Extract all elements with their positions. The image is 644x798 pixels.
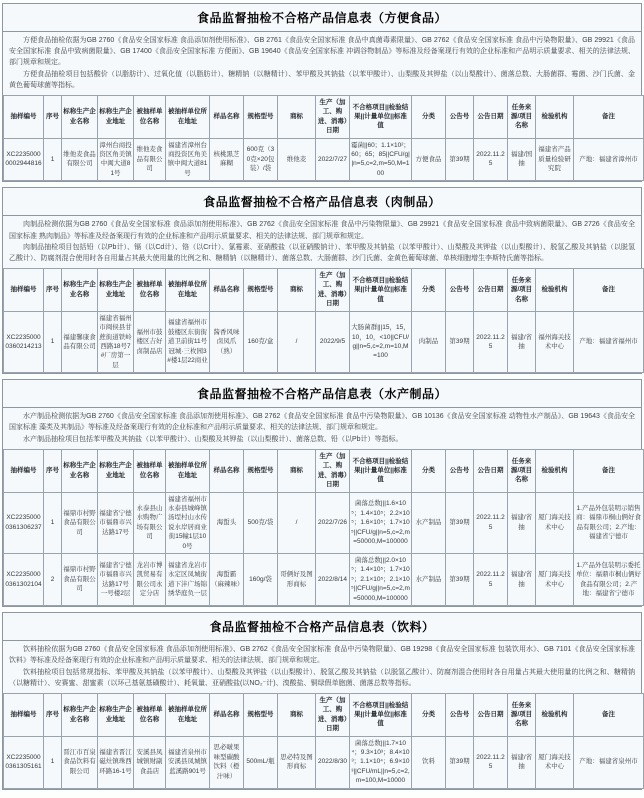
desc-paragraph-basis: 饮料抽检依据为GB 2760《食品安全国家标准 食品添加剂使用标准》、GB 2762《食品安全国家标准 食品中污染物限量》、GB 19298《食品安全国家标准 包装饮用水》、GB 7101《食品安全国家标准 饮料》等标准及经备案现行有效的企业标准和产品明示质量要求、相关的法律法规、部门规章和规定。 [9,646,635,665]
table-cell: 厦门海关技术中心 [536,492,574,554]
inspection-table-aquatic-products [3,449,644,606]
column-header: 标称生产企业地址 [98,95,134,138]
table-cell: 福建省福州市闽侯县甘蔗街道铁岭西路18号7#厂房第一层 [98,311,134,373]
table-cell: 2022/8/14 [316,554,350,606]
column-header: 任务来源/项目名称 [508,269,536,312]
table-cell: 菌落总数|||1.7×10⁴；9.3×10³；8.4×10³；1.1×10⁴；6.9×10³||CFU/mL||n=5,c=2,m=100,M=10000 [350,736,412,788]
table-cell: 思必啵果味型碳酸饮料（橙汁味） [210,736,244,788]
column-header: 备注 [574,95,644,138]
table-cell: 方便食品 [412,138,446,181]
table-cell: 维他麦 [278,138,316,181]
desc-paragraph-items: 方便食品抽检项目包括酸价（以脂肪计）、过氧化值（以脂肪计）、糖精钠（以糖精计）、苯甲酸及其钠盐（以苯甲酸计）、山梨酸及其钾盐（以山梨酸计）、菌落总数、大肠菌群、霉菌、沙门氏菌、金黄色葡萄球菌等指标。 [9,70,635,89]
table-cell: 福建省福州市永泰县城峰镇汤埕村山水传说水岸居商业街15幢1层100号 [166,492,210,554]
column-header: 抽样编号 [4,693,44,736]
column-header: 标称生产企业地址 [98,449,134,492]
section-title: 食品监督抽检不合格产品信息表（饮料） [3,613,641,641]
column-header: 序号 [44,269,62,312]
table-cell: 酱香风味卤凤爪（熟） [210,311,244,373]
table-body [4,736,644,788]
column-header: 公告日期 [474,95,508,138]
column-header: 任务来源/项目名称 [508,449,536,492]
table-cell: 福建/省抽 [508,492,536,554]
section-description [3,408,641,449]
table-body [4,492,644,606]
table-cell: XC22350000361305161 [4,736,44,788]
table-cell: 2022/7/26 [316,492,350,554]
column-header: 生产（加工、购进、消毒）日期 [316,269,350,312]
section-title: 食品监督抽检不合格产品信息表（水产制品） [3,380,641,408]
section-meat-products [2,187,642,374]
table-cell: 160g/袋 [244,554,278,606]
table-cell: 2022.11.25 [474,138,508,181]
column-header: 公告号 [446,449,474,492]
table-cell: 1.产品外包装明示委托单位：福鼎市桐山俩好食品有限公司；2.产地：福建省宁德市 [574,554,644,606]
table-cell: / [278,311,316,373]
table-cell: 第39期 [446,492,474,554]
inspection-table-beverages [3,693,644,789]
table-row [4,492,644,554]
table-cell: 600克（30克×20包装）/袋 [244,138,278,181]
table-header-row [4,449,644,492]
table-header-row [4,269,644,312]
table-cell: 饮料 [412,736,446,788]
table-cell: 产地：福建省漳州市 [574,138,644,181]
column-header: 序号 [44,693,62,736]
table-cell: 500克/袋 [244,492,278,554]
column-header: 抽样编号 [4,95,44,138]
table-cell: 1 [44,311,62,373]
table-cell: 1 [44,138,62,181]
table-cell: 福建省龙岩市永定区凤城街道下沣广场锦绣华庭负一层 [166,554,210,606]
column-header: 标称生产企业地址 [98,269,134,312]
desc-paragraph-basis: 方便食品抽检依据为GB 2760《食品安全国家标准 食品添加剂使用标准》、GB 2761《食品安全国家标准 食品中真菌毒素限量》、GB 2762《食品安全国家标准 食品中污染物限量》、GB 29921《食品安全国家标准 食品中致病菌限量》、GB 17400《食品安全国家标准 方便面》、GB 19640《食品安全国家标准 冲调谷物制品》等标准及经备案现行有效的企业标准和产品明示质量要求、相关的法律法规、部门规章和规定。 [9,37,635,67]
table-cell: 第39期 [446,311,474,373]
table-cell: 2022/9/5 [316,311,350,373]
column-header: 规格型号 [244,95,278,138]
column-header: 公告号 [446,693,474,736]
column-header: 商标 [278,449,316,492]
desc-paragraph-basis: 肉制品检测依据为GB 2760《食品安全国家标准 食品添加剂使用标准》、GB 2762《食品安全国家标准 食品中污染物限量》、GB 29921《食品安全国家标准 食品中致病菌限量》、GB 2726《食品安全国家标准 熟肉制品》等标准及经备案现行有效的企业标准和产品明示质量要求、相关的法律法规、部门规章和规定。 [9,221,635,240]
table-body [4,311,644,373]
table-cell: 第39期 [446,554,474,606]
column-header: 备注 [574,449,644,492]
column-header: 生产（加工、购进、消毒）日期 [316,95,350,138]
table-cell: 福建省宁德市福鼎市兴达路17号一号楼2层 [98,554,134,606]
column-header: 标称生产企业名称 [62,95,98,138]
column-header: 商标 [278,95,316,138]
column-header: 公告日期 [474,449,508,492]
table-cell: 霉菌||60；1.1×10²；60；65；85||CFU/g||n=5,c=2,m=50,M=100 [350,138,412,181]
column-header: 被抽样单位所在地址 [166,693,210,736]
table-cell: 福建馨康食品有限公司 [62,311,98,373]
column-header: 样品名称 [210,693,244,736]
table-cell: 菌落总数|||2.0×10⁵；1.4×10⁵；1.7×10⁵；2.1×10⁵；2.1×10⁵||CFU/g||n=5,c=2,m=50000,M=100000 [350,554,412,606]
column-header: 抽样编号 [4,449,44,492]
table-cell: 福鼎市村野食品有限公司 [62,492,98,554]
column-header: 备注 [574,693,644,736]
table-cell: 福建省福州市鼓楼区东街街道卫前街11号冠城·三枚园3#楼1层22商业 [166,311,210,373]
table-cell: 思必特及图形商标 [278,736,316,788]
section-title: 食品监督抽检不合格产品信息表（肉制品） [3,188,641,216]
table-cell: 福建省泉州市安溪县凤城镇蓝溪路901号 [166,736,210,788]
table-cell: 500mL/瓶 [244,736,278,788]
table-cell: 核桃黑芝麻糊 [210,138,244,181]
table-cell: XC22350000002944816 [4,138,44,181]
column-header: 规格型号 [244,693,278,736]
table-cell: 晋江市百泉食品饮料有限公司 [62,736,98,788]
column-header: 生产（加工、购进、消毒）日期 [316,449,350,492]
column-header: 不合格项目||检验结果||计量单位||标准值 [350,693,412,736]
table-cell: 2022.11.25 [474,311,508,373]
column-header: 分类 [412,449,446,492]
table-header-row [4,693,644,736]
column-header: 不合格项目||检验结果||计量单位||标准值 [350,95,412,138]
column-header: 标称生产企业地址 [98,693,134,736]
column-header: 规格型号 [244,269,278,312]
column-header: 备注 [574,269,644,312]
column-header: 分类 [412,269,446,312]
table-cell: XC22350000361302104 [4,554,44,606]
table-row [4,736,644,788]
column-header: 序号 [44,95,62,138]
column-header: 生产（加工、购进、消毒）日期 [316,693,350,736]
table-cell: 漳州台商投资区角美镇中闽大道81号 [98,138,134,181]
table-cell: 福建/省抽 [508,311,536,373]
column-header: 被抽样单位名称 [134,269,166,312]
table-cell: 福建省漳州台商投资区角美镇中闽大道81号 [166,138,210,181]
table-row [4,138,644,181]
table-cell: 2022.11.25 [474,736,508,788]
column-header: 标称生产企业名称 [62,693,98,736]
section-description [3,32,641,95]
table-cell: 龙岩市博凯贸易有限公司永定分店 [134,554,166,606]
column-header: 检验机构 [536,95,574,138]
column-header: 商标 [278,269,316,312]
table-cell: 维他麦食品有限公司 [62,138,98,181]
table-cell: 厦门海关技术中心 [536,736,574,788]
column-header: 样品名称 [210,449,244,492]
column-header: 被抽样单位名称 [134,95,166,138]
column-header: 公告日期 [474,269,508,312]
column-header: 抽样编号 [4,269,44,312]
column-header: 标称生产企业名称 [62,449,98,492]
table-cell: 福建/国抽 [508,138,536,181]
section-convenience-food [2,3,642,182]
table-cell: 安溪县凤城镇财副食品店 [134,736,166,788]
table-cell: 2022.11.25 [474,554,508,606]
section-aquatic-products [2,379,642,607]
section-description [3,641,641,693]
column-header: 标称生产企业名称 [62,269,98,312]
table-cell: 2022/7/27 [316,138,350,181]
table-cell: 1 [44,492,62,554]
table-cell: 大肠菌群|||15，15，10，10，<10||CFU/g||n=5,c=2,m=10,M=100 [350,311,412,373]
table-row [4,554,644,606]
column-header: 被抽样单位名称 [134,449,166,492]
table-cell: XC22350000361306237 [4,492,44,554]
column-header: 样品名称 [210,269,244,312]
table-cell: 福鼎市村野食品有限公司 [62,554,98,606]
section-beverages [2,612,642,790]
table-cell: 1 [44,736,62,788]
table-cell: 福建省晋江磁灶镇珠西环路16-1号 [98,736,134,788]
column-header: 样品名称 [210,95,244,138]
column-header: 公告号 [446,269,474,312]
table-body [4,138,644,181]
table-cell: 产地：福建省泉州市 [574,736,644,788]
column-header: 分类 [412,693,446,736]
table-cell: 肉制品 [412,311,446,373]
column-header: 检验机构 [536,269,574,312]
table-cell: / [278,492,316,554]
table-cell: 永泰县山水购物广场有限公司 [134,492,166,554]
table-cell: 2022.11.25 [474,492,508,554]
column-header: 任务来源/项目名称 [508,95,536,138]
table-cell: 160克/盒 [244,311,278,373]
table-header-row [4,95,644,138]
column-header: 商标 [278,693,316,736]
column-header: 不合格项目||检验结果||计量单位||标准值 [350,449,412,492]
column-header: 不合格项目||检验结果||计量单位||标准值 [350,269,412,312]
table-cell: 福建省宁德市福鼎市兴达路17号 [98,492,134,554]
table-row [4,311,644,373]
column-header: 被抽样单位所在地址 [166,269,210,312]
table-cell: 福州市鼓楼区吉好卤制品店 [134,311,166,373]
table-cell: 哥俩好及图形商标 [278,554,316,606]
section-description [3,216,641,268]
table-cell: XC22350000360214213 [4,311,44,373]
column-header: 公告号 [446,95,474,138]
table-cell: 2 [44,554,62,606]
column-header: 分类 [412,95,446,138]
table-cell: 第39期 [446,138,474,181]
column-header: 公告日期 [474,693,508,736]
section-title: 食品监督抽检不合格产品信息表（方便食品） [3,4,641,32]
inspection-table-convenience-food [3,95,644,181]
column-header: 被抽样单位所在地址 [166,95,210,138]
table-cell: 厦门海关技术中心 [536,554,574,606]
table-cell: 福建/省抽 [508,554,536,606]
table-cell: 水产制品 [412,554,446,606]
column-header: 检验机构 [536,693,574,736]
table-cell: 维他麦食品有限公司 [134,138,166,181]
table-cell: 福建省产品质量检验研究院 [536,138,574,181]
table-cell: 水产制品 [412,492,446,554]
table-cell: 产地：福建省福州市 [574,311,644,373]
column-header: 被抽样单位所在地址 [166,449,210,492]
desc-paragraph-items: 饮料抽检项目包括常规指标、苯甲酸及其钠盐（以苯甲酸计）、山梨酸及其钾盐（以山梨酸计）、脱氢乙酸及其钠盐（以脱氢乙酸计）、防腐剂混合使用时各自用量占其最大使用量的比例之和、糖精钠（以糖精计）、安赛蜜、甜蜜素（以环己基氨基磺酸计）、耗氧量、亚硝酸盐(以NO₂⁻计)、溴酸盐、铜绿假单胞菌、菌落总数等指标。 [9,668,635,687]
table-cell: 菌落总数|||1.6×10⁵；1.4×10⁵；2.2×10⁵；1.6×10⁵；1.7×10⁵||CFU/g||n=5,c=2,m=50000,M=100000 [350,492,412,554]
table-cell: 福州海关技术中心 [536,311,574,373]
column-header: 序号 [44,449,62,492]
desc-paragraph-items: 水产制品抽检项目包括苯甲酸及其钠盐（以苯甲酸计）、山梨酸及其钾盐（以山梨酸计）、菌落总数、铅（以Pb计）等指标。 [23,435,403,443]
column-header: 检验机构 [536,449,574,492]
column-header: 规格型号 [244,449,278,492]
desc-paragraph-basis: 水产制品检测依据为GB 2760《食品安全国家标准 食品添加剂使用标准》、GB 2762《食品安全国家标准 食品中污染物限量》、GB 10136《食品安全国家标准 动物性水产制品》、GB 19643《食品安全国家标准 藻类及其制品》等标准及经备案现行有效的企业标准和产品明示质量要求、相关的法律法规、部门规章和规定。 [9,413,635,432]
column-header: 任务来源/项目名称 [508,693,536,736]
table-cell: 1.产品外包装明示销售商：福鼎市桐山俩好食品有限公司；2.产地：福建省宁德市 [574,492,644,554]
desc-paragraph-items: 肉制品抽检项目包括铅（以Pb计）、镉（以Cd计）、铬（以Cr计）、氯霉素、亚硝酸盐（以亚硝酸钠计）、苯甲酸及其钠盐（以苯甲酸计）、山梨酸及其钾盐（以山梨酸计）、脱氢乙酸及其钠盐（以脱氢乙酸计）、防腐剂混合使用时各自用量占其最大使用量的比例之和、糖精钠（以糖精计）、菌落总数、大肠菌群、沙门氏菌、金黄色葡萄球菌、单核细胞增生李斯特氏菌等指标。 [9,243,635,262]
table-cell: 海蜇霸（麻辣味） [210,554,244,606]
inspection-table-meat-products [3,268,644,373]
column-header: 被抽样单位名称 [134,693,166,736]
table-cell: 2022/8/30 [316,736,350,788]
table-cell: 第39期 [446,736,474,788]
table-cell: 海蜇头 [210,492,244,554]
table-cell: 福建/省抽 [508,736,536,788]
